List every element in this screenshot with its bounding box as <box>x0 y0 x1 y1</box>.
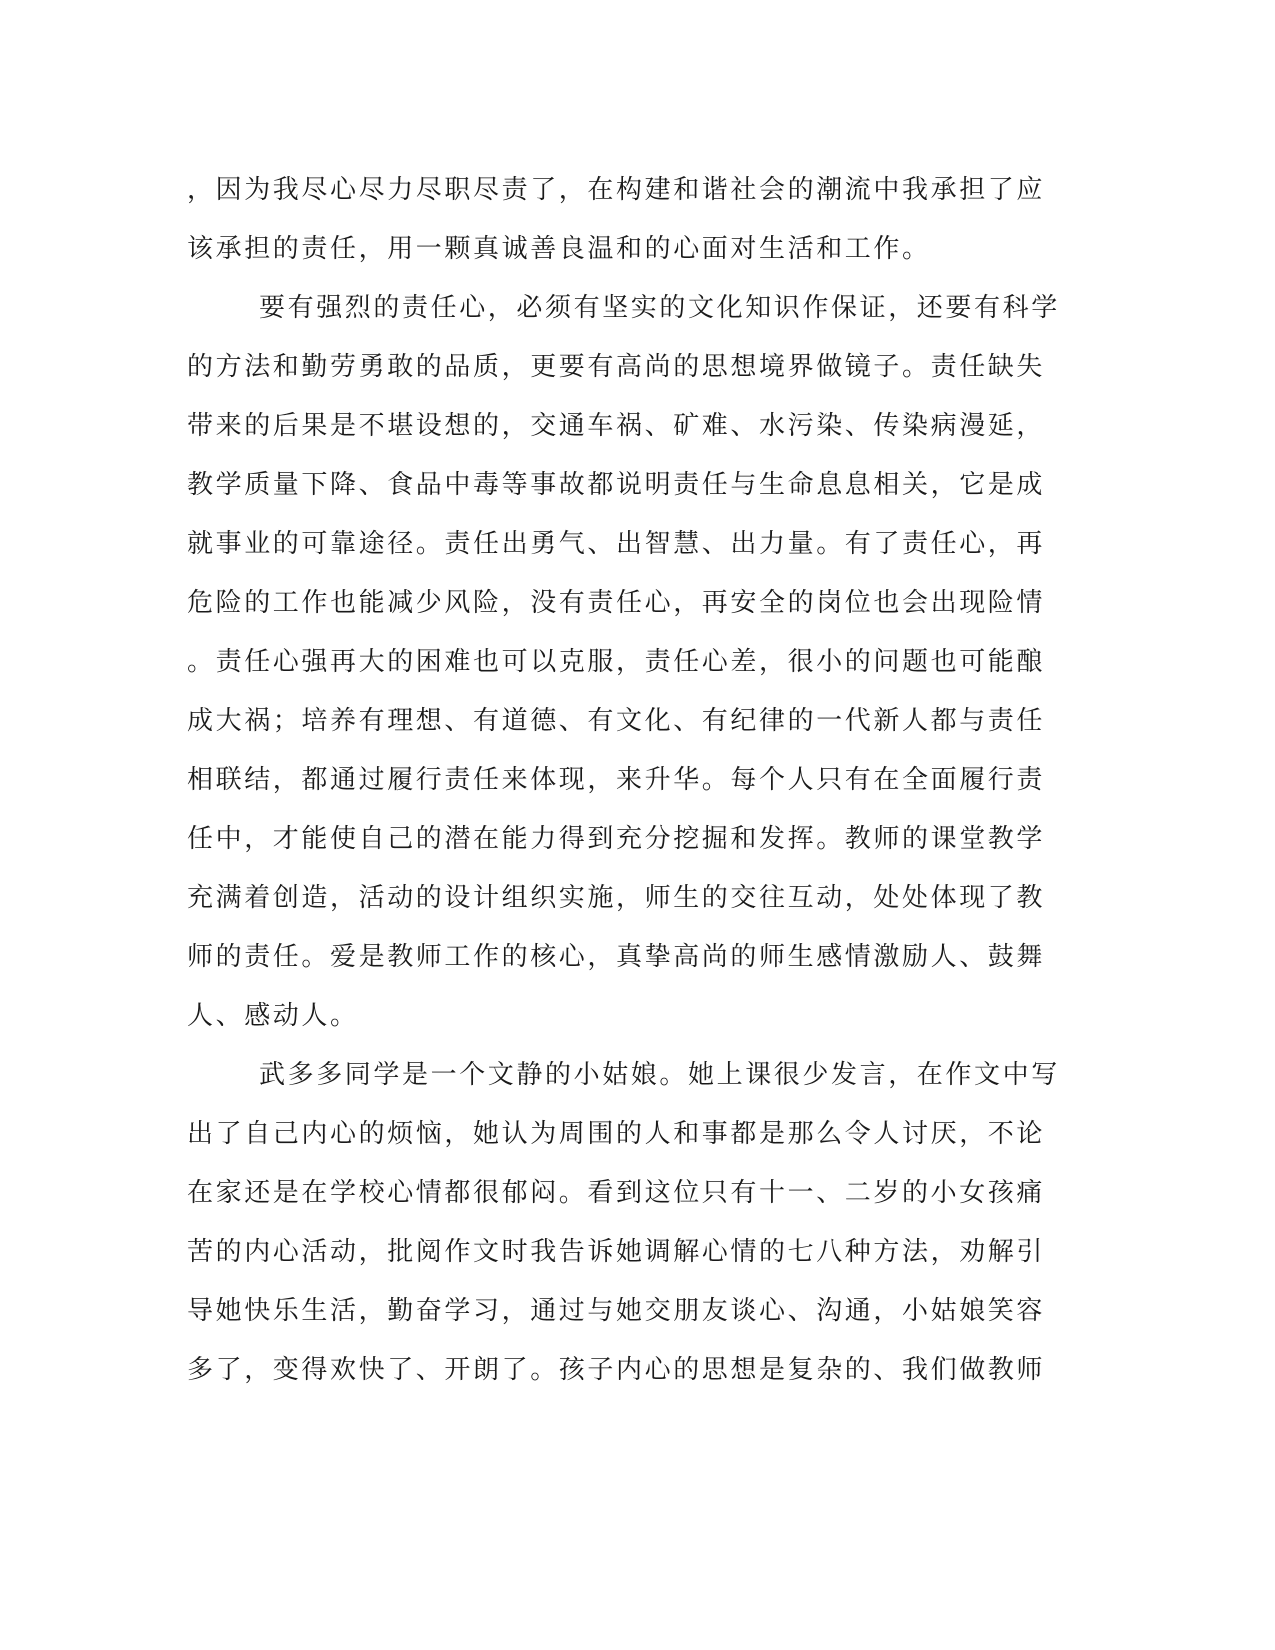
text-line: 充满着创造，活动的设计组织实施，师生的交往互动，处处体现了教 <box>187 883 1046 913</box>
text-line: 多了，变得欢快了、开朗了。孩子内心的思想是复杂的、我们做教师 <box>187 1355 1046 1385</box>
text-line: 相联结，都通过履行责任来体现，来升华。每个人只有在全面履行责 <box>187 765 1046 795</box>
text-line: 带来的后果是不堪设想的，交通车祸、矿难、水污染、传染病漫延， <box>187 411 1046 441</box>
text-line: 出了自己内心的烦恼，她认为周围的人和事都是那么令人讨厌，不论 <box>187 1119 1046 1149</box>
text-line: 师的责任。爱是教师工作的核心，真挚高尚的师生感情激励人、鼓舞 <box>187 942 1046 972</box>
text-line: 教学质量下降、食品中毒等事故都说明责任与生命息息相关，它是成 <box>187 470 1046 500</box>
text-line: 苦的内心活动，批阅作文时我告诉她调解心情的七八种方法，劝解引 <box>187 1237 1046 1267</box>
text-line: 在家还是在学校心情都很郁闷。看到这位只有十一、二岁的小女孩痛 <box>187 1178 1046 1208</box>
text-line: 人、感动人。 <box>187 1001 359 1031</box>
text-line: 危险的工作也能减少风险，没有责任心，再安全的岗位也会出现险情 <box>187 588 1046 618</box>
text-line: 该承担的责任，用一颗真诚善良温和的心面对生活和工作。 <box>187 234 931 264</box>
paragraph-1 <box>187 161 1087 279</box>
text-line: 任中，才能使自己的潜在能力得到充分挖掘和发挥。教师的课堂教学 <box>187 824 1046 854</box>
text-line: 导她快乐生活，勤奋学习，通过与她交朋友谈心、沟通，小姑娘笑容 <box>187 1296 1046 1326</box>
document-body <box>187 161 1087 1400</box>
text-line: 就事业的可靠途径。责任出勇气、出智慧、出力量。有了责任心，再 <box>187 529 1046 559</box>
text-line: 成大祸；培养有理想、有道德、有文化、有纪律的一代新人都与责任 <box>187 706 1046 736</box>
paragraph-2 <box>187 279 1087 1046</box>
text-line: 武多多同学是一个文静的小姑娘。她上课很少发言，在作文中写 <box>259 1060 1060 1090</box>
text-line: 。责任心强再大的困难也可以克服，责任心差，很小的问题也可能酿 <box>187 647 1046 677</box>
text-line: 的方法和勤劳勇敢的品质，更要有高尚的思想境界做镜子。责任缺失 <box>187 352 1046 382</box>
text-line: ，因为我尽心尽力尽职尽责了，在构建和谐社会的潮流中我承担了应 <box>187 175 1046 205</box>
text-line: 要有强烈的责任心，必须有坚实的文化知识作保证，还要有科学 <box>259 293 1060 323</box>
paragraph-3 <box>187 1046 1087 1400</box>
